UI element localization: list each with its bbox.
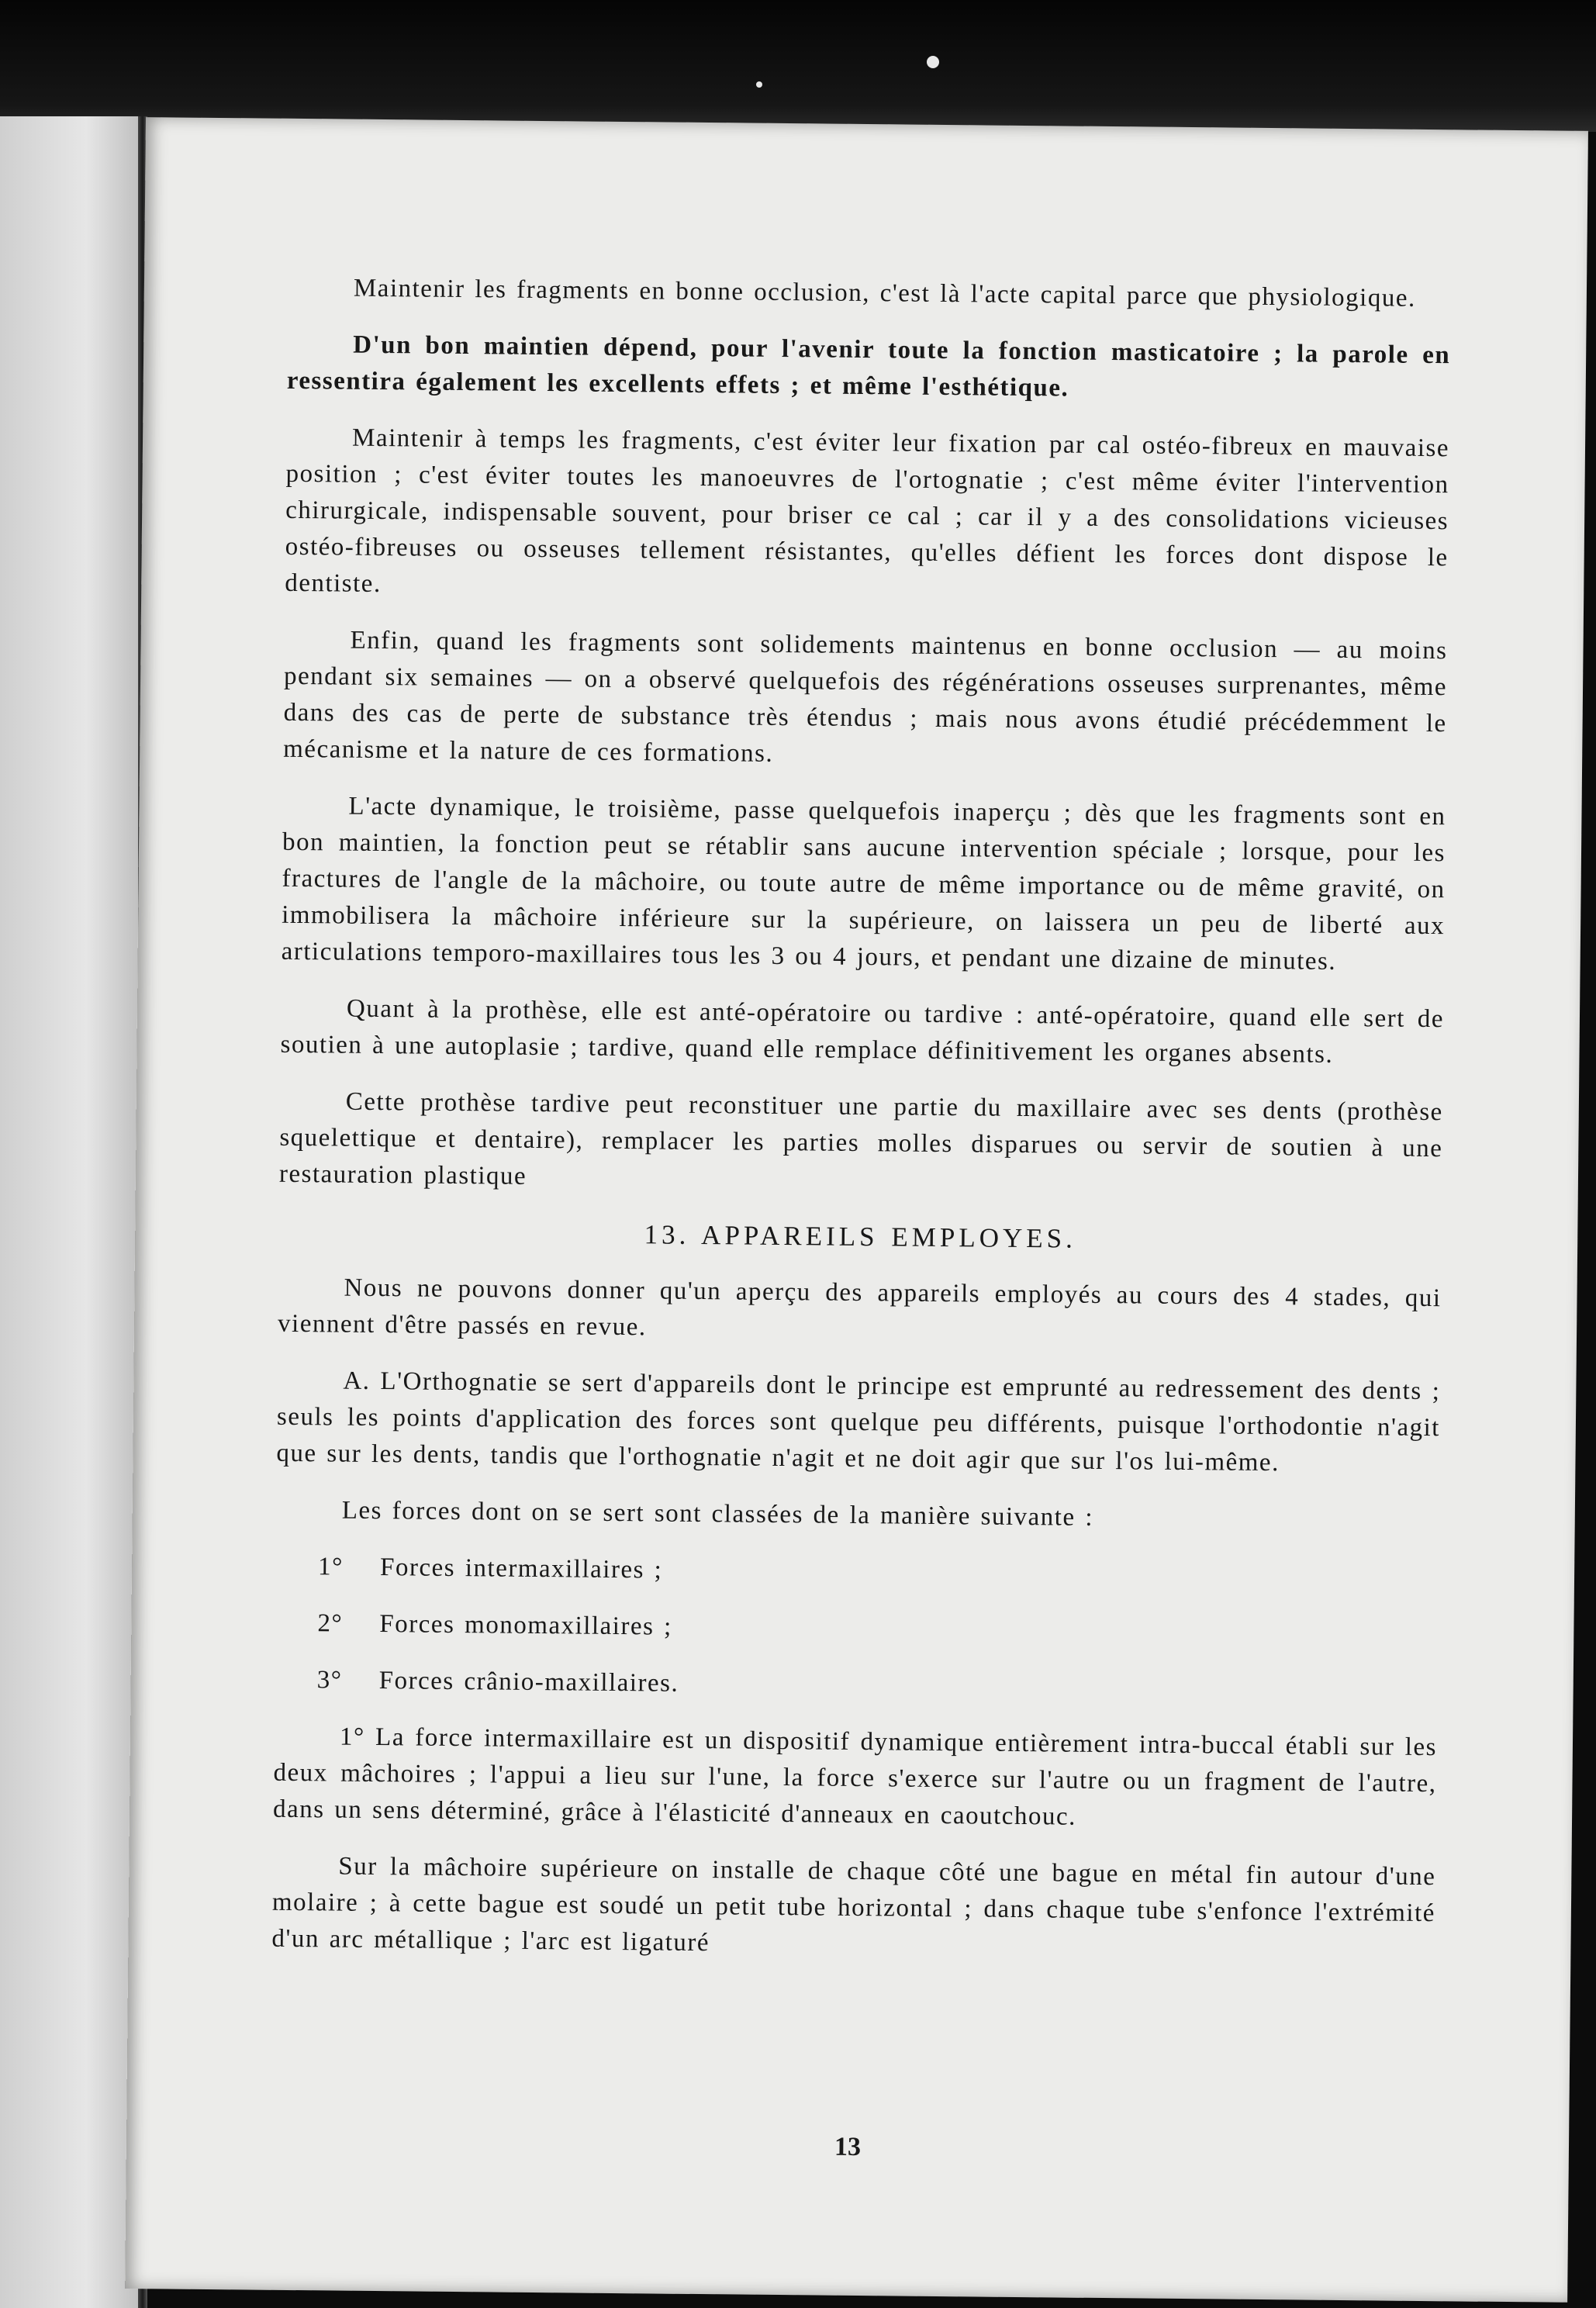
paragraph: Nous ne pouvons donner qu'un aperçu des appareils employés au cours des 4 stades, qui viennent d'être passés en revue. [277, 1273, 1442, 1342]
paragraph: Enfin, quand les fragments sont solidements maintenus en bonne occlusion — au moins pendant six semaines — on a observé quelquefois des régénérations osseuses surprenantes, même dans des cas de perte de substance très étendus ; mais nous avons étudié précédemment le mécanisme et la nature de ces formations. [283, 626, 1448, 768]
paragraph: L'acte dynamique, le troisième, passe quelquefois inaperçu ; dès que les fragments sont en bon maintien, la fonction peut se rétablir sans aucune intervention spéciale ; lorsque, pour les fractures de l'angle de la mâchoire, ou toute autre de même importance ou de même gravité, on immobilisera la mâchoire inférieure sur la supérieure, on laissera un peu de liberté aux articulations temporo-maxillaires tous les 3 ou 4 jours, et pendant une dizaine de minutes. [281, 792, 1446, 976]
list-item [275, 1605, 1438, 1653]
scan-dust [927, 56, 939, 68]
document-page [125, 117, 1588, 2303]
facing-page-edge [0, 116, 143, 2308]
paragraph: Sur la mâchoire supérieure on installe de chaque côté une bague en métal fin autour d'une molaire ; à cette bague est soudé un petit tube horizontal ; dans chaque tube s'enfonce l'extrémité d'un arc métallique ; l'arc est ligaturé [271, 1852, 1436, 1957]
scan-dust [756, 81, 762, 88]
page-body [271, 270, 1451, 1988]
paragraph: Maintenir les fragments en bonne occlusion, c'est là l'acte capital parce que physiologique. [353, 274, 1416, 313]
paragraph: Quant à la prothèse, elle est anté-opératoire ou tardive : anté-opératoire, quand elle sert de soutien à une autoplasie ; tardive, quand elle remplace définitivement les organes absents. [280, 994, 1445, 1069]
page-number: 13 [834, 2132, 862, 2162]
list-item [274, 1662, 1437, 1709]
list-number: 3° [316, 1666, 343, 1695]
paragraph: Maintenir à temps les fragments, c'est éviter leur fixation par cal ostéo-fibreux en mauvaise position ; c'est éviter toutes les manoeuvres de l'ortognatie ; c'est même éviter l'intervention chirurgicale, indispensable souvent, pour briser ce cal ; car il y a des consolidations vicieuses ostéo-fibreuses ou osseuses tellement résistantes, qu'elles défient les forces dont dispose le dentiste. [285, 423, 1450, 599]
list-label: Forces monomaxillaires ; [379, 1610, 672, 1641]
list-number: 2° [317, 1609, 344, 1638]
list-item [275, 1549, 1439, 1596]
paragraph: A. L'Orthognatie se sert d'appareils dont le principe est emprunté au redressement des dents ; seuls les points d'application des forces sont quelque peu différents, puisque l'orthodontie n'agit que sur les dents, tandis que l'orthognatie n'agit et ne doit agir que sur l'os lui-même. [276, 1366, 1441, 1477]
list-label: Forces intermaxillaires ; [379, 1553, 663, 1584]
section-heading: 13. APPAREILS EMPLOYES. [644, 1219, 1077, 1254]
paragraph: D'un bon maintien dépend, pour l'avenir toute la fonction masticatoire ; la parole en ressentira également les excellents effets ; et même l'esthétique. [286, 330, 1451, 403]
paragraph: Cette prothèse tardive peut reconstituer une partie du maxillaire avec ses dents (prothèse squelettique et dentaire), remplacer les parties molles disparues ou servir de soutien à une restauration plastique [278, 1087, 1443, 1190]
list-label: Forces crânio-maxillaires. [378, 1667, 679, 1698]
list-number: 1° [317, 1553, 344, 1581]
paragraph: Les forces dont on se sert sont classées de la manière suivante : [341, 1496, 1094, 1532]
scan-background [0, 0, 1596, 132]
paragraph: 1° La force intermaxillaire est un dispositif dynamique entièrement intra-buccal établi sur les deux mâchoires ; l'appui a lieu sur l'une, la force s'exerce sur l'autre ou un fragment de l'autre, dans un sens déterminé, grâce à l'élasticité d'anneaux en caoutchouc. [272, 1722, 1438, 1831]
